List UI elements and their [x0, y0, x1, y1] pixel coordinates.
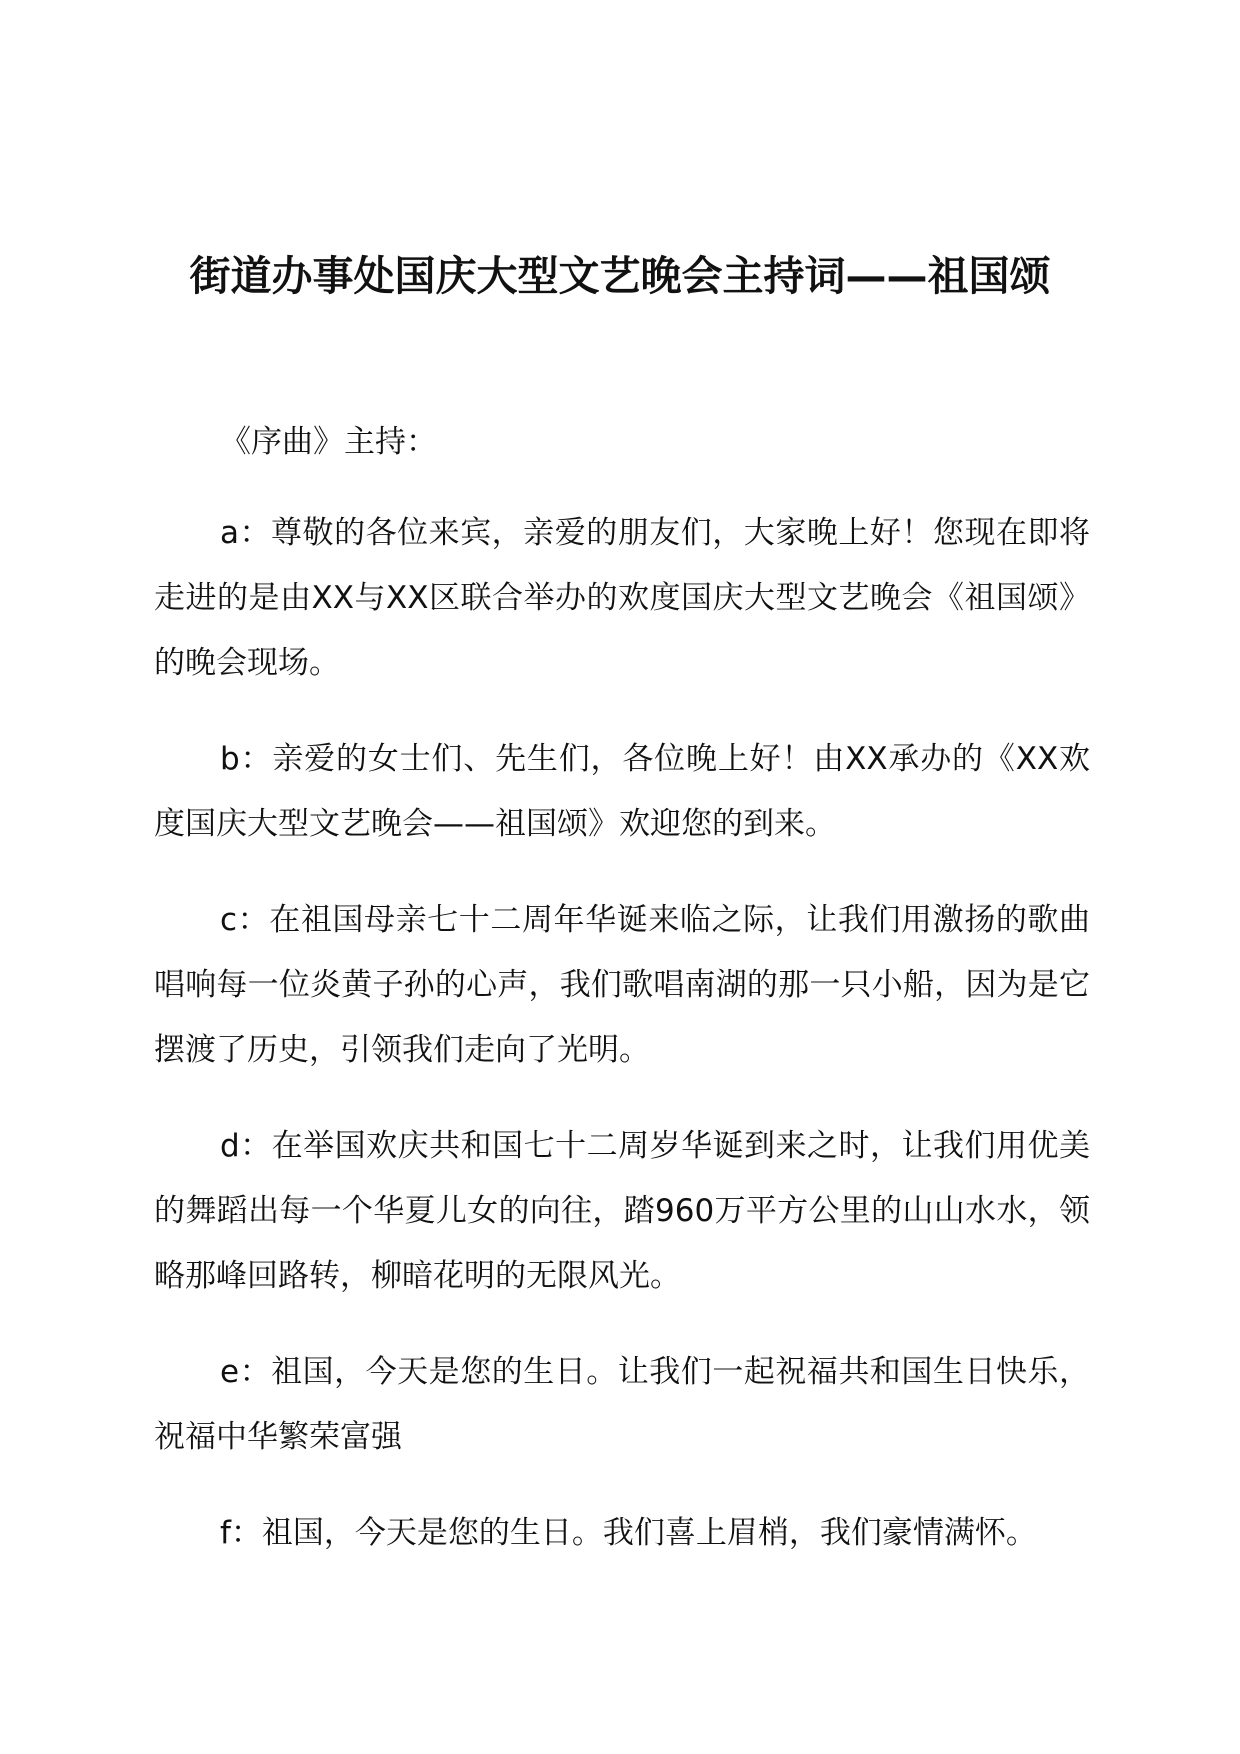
paragraph-host-b: b：亲爱的女士们、先生们，各位晚上好！由XX承办的《XX欢度国庆大型文艺晚会——祖国颂》欢迎您的到来。: [154, 741, 1090, 842]
document-title: 街道办事处国庆大型文艺晚会主持词——祖国颂: [189, 252, 1051, 300]
paragraph-host-f: f：祖国，今天是您的生日。我们喜上眉梢，我们豪情满怀。: [220, 1515, 1037, 1551]
paragraph-host-d: d：在举国欢庆共和国七十二周岁华诞到来之时，让我们用优美的舞蹈出每一个华夏儿女的向往，踏960万平方公里的山山水水，领略那峰回路转，柳暗花明的无限风光。: [154, 1128, 1090, 1294]
paragraph-host-c: c：在祖国母亲七十二周年华诞来临之际，让我们用激扬的歌曲唱响每一位炎黄子孙的心声，我们歌唱南湖的那一只小船，因为是它摆渡了历史，引领我们走向了光明。: [154, 902, 1090, 1068]
paragraph-host-a: a：尊敬的各位来宾，亲爱的朋友们，大家晚上好！您现在即将走进的是由XX与XX区联合举办的欢度国庆大型文艺晚会《祖国颂》的晚会现场。: [154, 515, 1090, 681]
document-body: [154, 410, 1090, 1597]
paragraph-host-e: e：祖国，今天是您的生日。让我们一起祝福共和国生日快乐，祝福中华繁荣富强: [154, 1354, 1090, 1455]
paragraph-overture-host: 《序曲》主持：: [220, 424, 437, 460]
